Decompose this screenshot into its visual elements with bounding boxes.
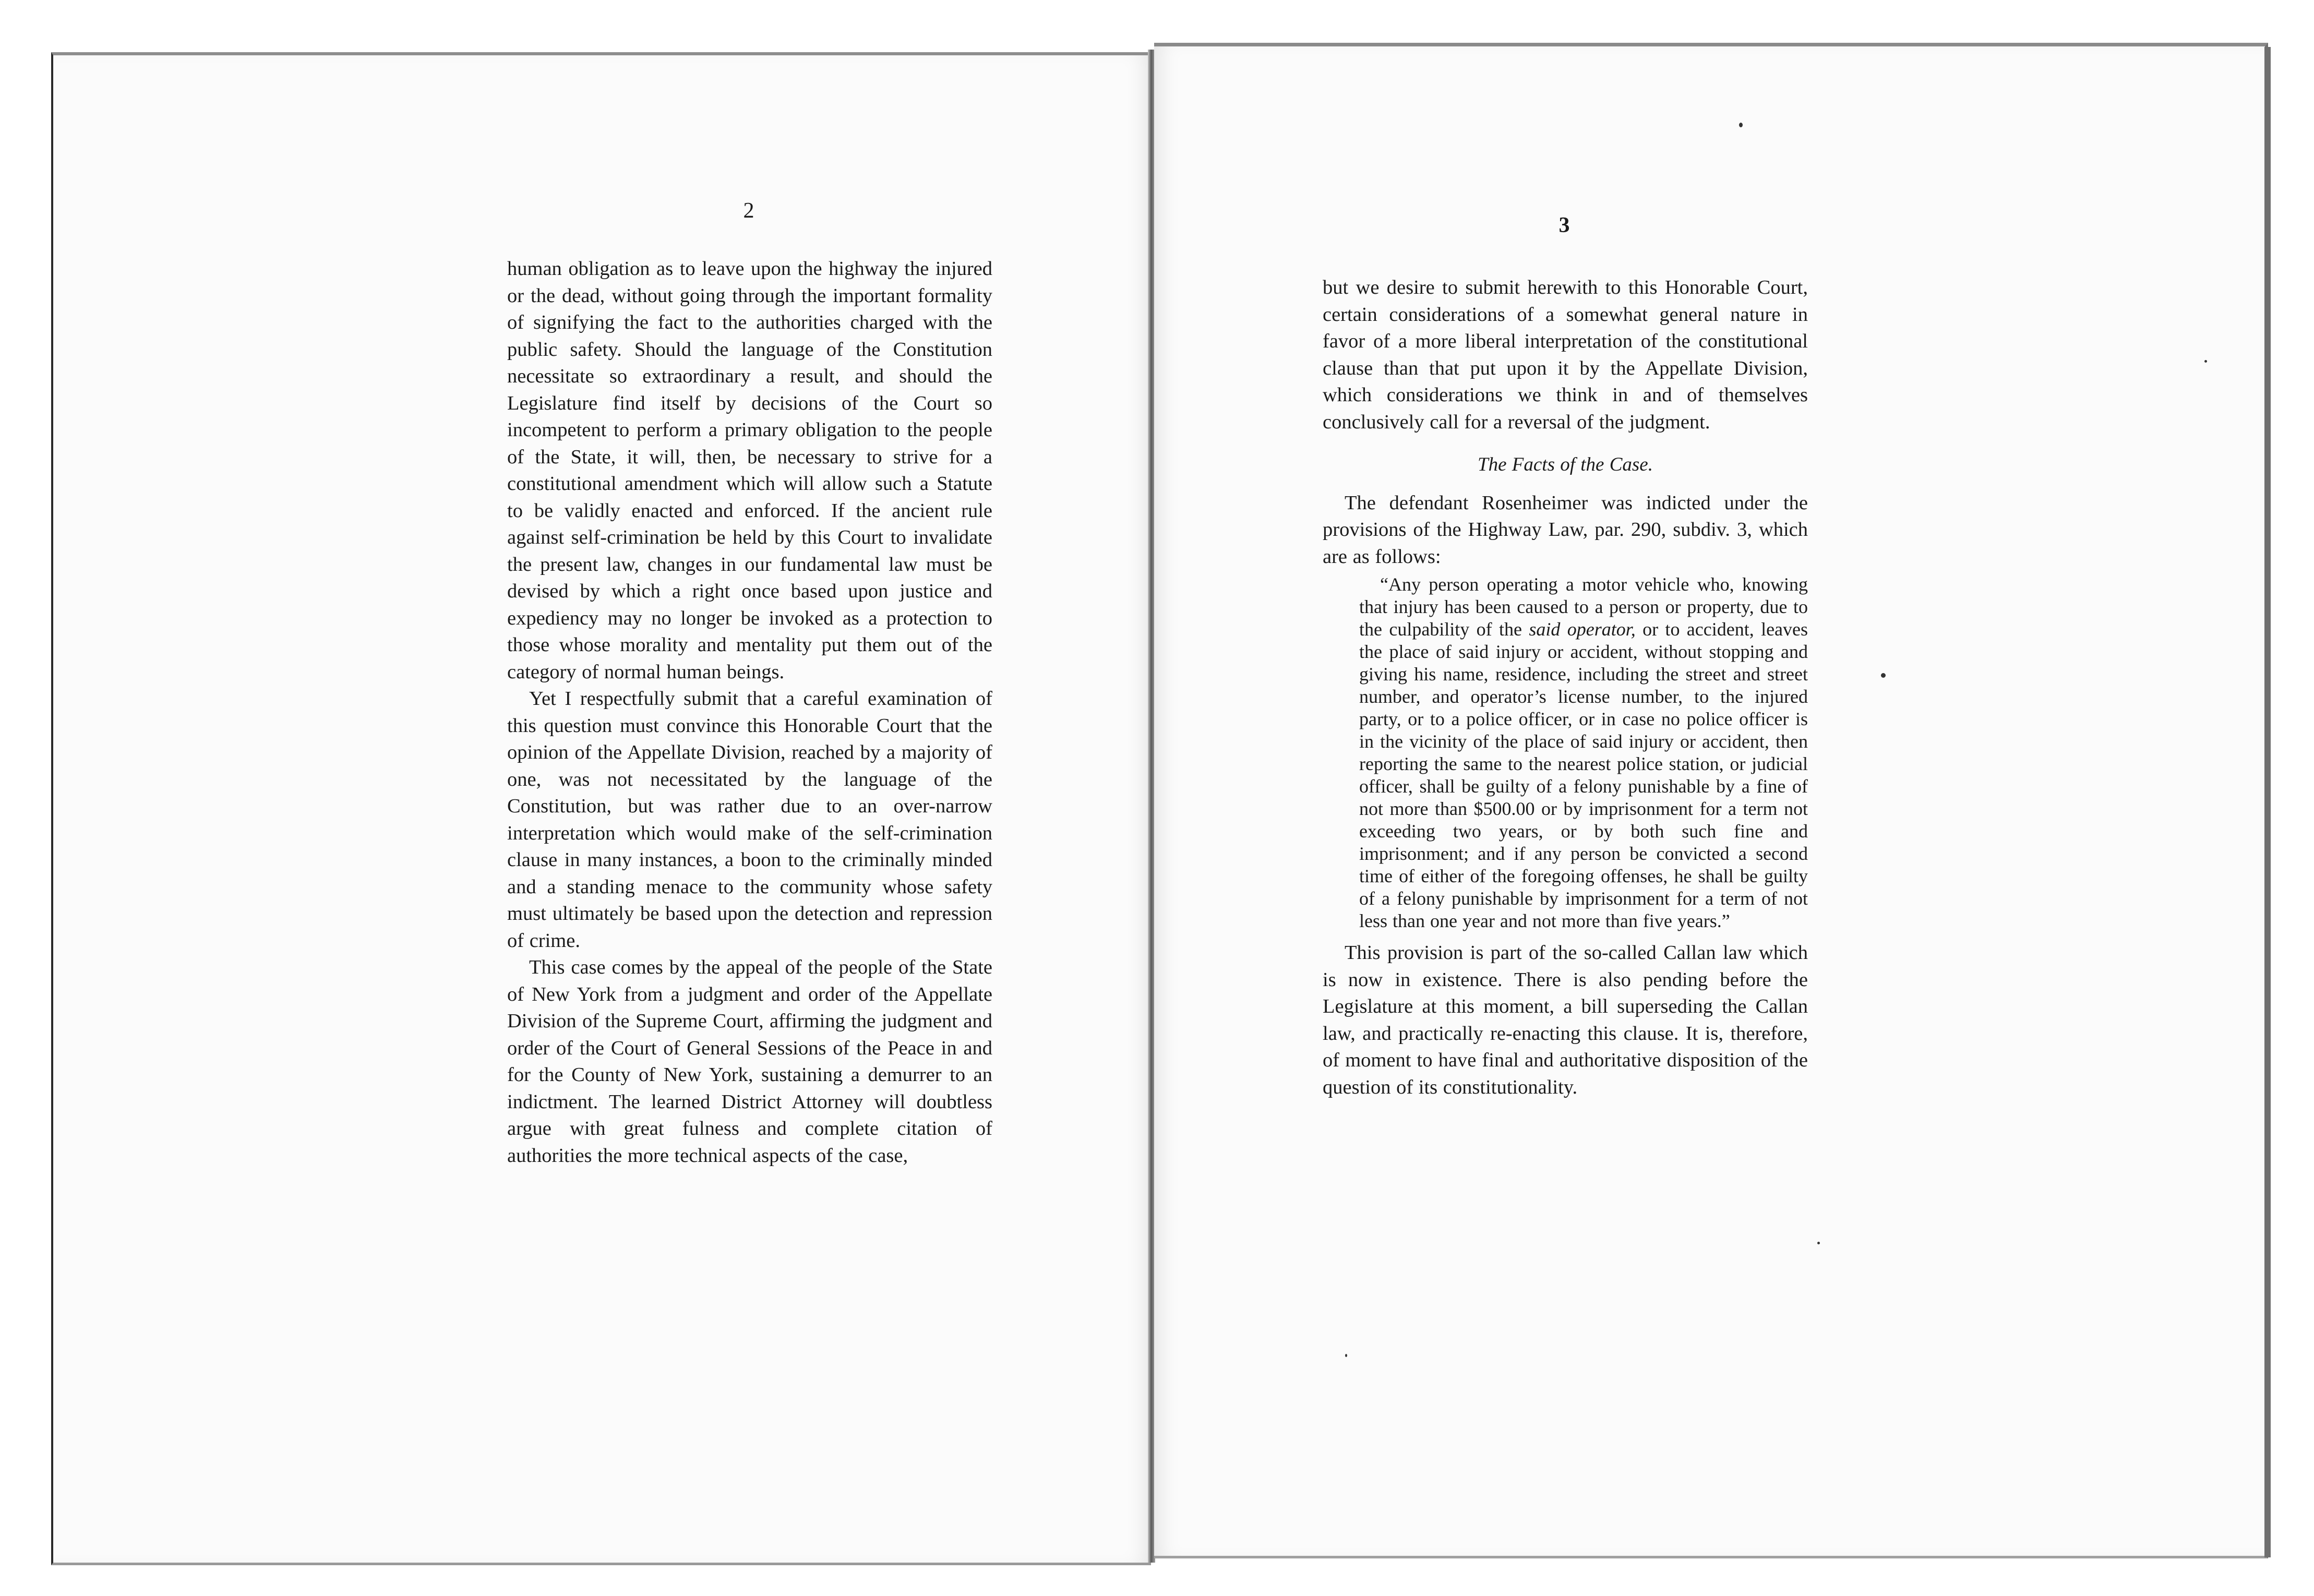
left-page-text: [507, 256, 992, 1169]
dust-speck: [1739, 123, 1743, 127]
dust-speck: [1817, 1242, 1820, 1244]
quote-text-end: or to accident, leaves the place of said injury or accident, without stopping and giving his name, residence, including the street and street number, and operator’s license number, to the injured party, or to a police officer, or in case no police officer is in the vicinity of the place of said injury or accident, then reporting the same to the nearest police station, or judicial officer, shall be guilty of a felony punishable by a fine of not more than $500.00 or by imprisonment for a term not exceeding two years, or by both such fine and imprisonment; and if any person be convicted a second time of either of the foregoing offenses, he shall be guilty of a felony punishable by imprisonment for a term of not less than one year and not more than five years.”: [1359, 619, 1808, 931]
section-heading: The Facts of the Case.: [1478, 454, 1653, 475]
left-paragraph-1: human obligation as to leave upon the highway the injured or the dead, without going through the important formality of signifying the fact to the authorities charged with the public safety. Should the language of the Constitution necessitate so extraordinary a result, and should the Legislature find itself by decisions of the Court so incompetent to perform a primary obligation to the people of the State, it will, then, be necessary to strive for a constitutional amendment which will allow such a Statute to be validly enacted and enforced. If the ancient rule against self-crimination be held by this Court to invalidate the present law, changes in our fundamental law must be devised by which a right once based upon justice and expediency may no longer be invoked as a protection to those whose morality and mentality put them out of the category of normal human beings.: [507, 258, 992, 683]
facts-paragraph: The defendant Rosenheimer was indicted under the provisions of the Highway Law, par. 290, subdiv. 3, which are as follows:: [1323, 491, 1808, 568]
statute-quote: [1359, 573, 1808, 932]
quote-text-start: “Any person operating a motor vehicle who, knowing that injury has been caused to a person or property, due to the culpability of the: [1359, 574, 1808, 640]
right-intro-paragraph: but we desire to submit herewith to this Honorable Court, certain considerations of a somewhat general nature in favor of a more liberal interpretation of the constitutional clause than that put upon it by the Appellate Division, which considerations we think in and of themselves conclusively call for a reversal of the judgment.: [1323, 277, 1808, 433]
left-paragraph-3: This case comes by the appeal of the people of the State of New York from a judgment and order of the Appellate Division of the Supreme Court, affirming the judgment and order of the Court of General Sessions of the Peace in and for the County of New York, sustaining a demurrer to an indictment. The learned District Attorney will doubtless argue with great fulness and complete citation of authorities the more technical aspects of the case,: [507, 956, 992, 1167]
book-edge: [2264, 47, 2271, 1557]
dust-speck: [2204, 360, 2207, 363]
left-paragraph-2: Yet I respectfully submit that a careful examination of this question must convince this Honorable Court that the opinion of the Appellate Division, reached by a majority of one, was not necessitated by the language of the Constitution, but was rather due to an over-narrow interpretation which would make of the self-crimination clause in many instances, a boon to the criminally minded and a standing menace to the community whose safety must ultimately be based upon the detection and repression of crime.: [507, 688, 992, 952]
quote-italic-text: said operator,: [1529, 619, 1636, 640]
dust-speck: [1881, 673, 1886, 678]
closing-paragraph: This provision is part of the so-called Callan law which is now in existence. There is also pending before the Legislature at this moment, a bill superseding the Callan law, and practically re-enacting this clause. It is, therefore, of moment to have final and authoritative disposition of the question of its constitutionality.: [1323, 942, 1808, 1098]
dust-speck: [1345, 1354, 1347, 1357]
right-page-text: [1323, 274, 1808, 1101]
right-page-number: 3: [1558, 213, 1570, 237]
left-page-number: 2: [743, 199, 754, 223]
